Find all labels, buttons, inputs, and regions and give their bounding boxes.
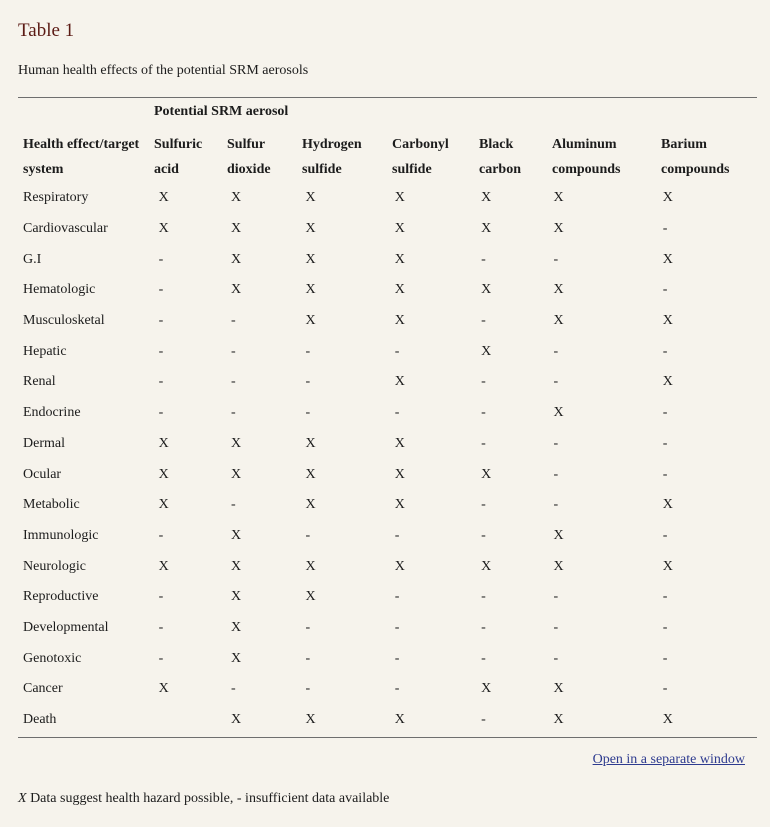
- row-label: Neurologic: [23, 558, 86, 574]
- table-row: [18, 521, 758, 552]
- table-cell: -: [394, 681, 400, 697]
- table-cell: X: [553, 681, 564, 697]
- table-cell: -: [231, 497, 236, 513]
- table-cell: X: [305, 251, 316, 267]
- table-cell: X: [231, 558, 242, 574]
- table-cell: X: [553, 712, 564, 728]
- table-row: [18, 582, 758, 613]
- table-row: [18, 705, 758, 736]
- table-cell: -: [305, 681, 311, 697]
- row-label: Respiratory: [23, 190, 89, 206]
- table-cell: X: [158, 221, 169, 237]
- table-cell: X: [553, 313, 564, 329]
- table-row: [18, 643, 758, 674]
- row-label: Death: [23, 712, 57, 728]
- table-cell: X: [481, 558, 492, 574]
- table-cell: -: [662, 619, 668, 635]
- table-cell: -: [662, 466, 668, 482]
- table-cell: -: [481, 589, 486, 605]
- row-label: Reproductive: [23, 589, 99, 605]
- table-cell: X: [481, 681, 492, 697]
- row-label: Hepatic: [23, 343, 67, 359]
- table-cell: -: [553, 466, 559, 482]
- table-cell: X: [158, 558, 169, 574]
- table-row: [18, 459, 758, 490]
- row-label: Hematologic: [23, 282, 96, 298]
- table-cell: -: [662, 650, 668, 666]
- table-cell: X: [231, 589, 242, 605]
- table-cell: X: [305, 190, 316, 206]
- table-cell: -: [158, 619, 164, 635]
- row-label: Immunologic: [23, 527, 99, 543]
- row-label: Musculosketal: [23, 313, 105, 329]
- table-cell: -: [394, 650, 400, 666]
- table-cell: X: [481, 221, 492, 237]
- table-cell: -: [662, 435, 668, 451]
- row-label: Ocular: [23, 466, 62, 482]
- table-cell: -: [158, 374, 164, 390]
- table-row: [18, 551, 758, 582]
- table-row: [18, 214, 758, 245]
- table-cell: X: [158, 190, 169, 206]
- table-cell: -: [481, 251, 486, 267]
- table-cell: X: [305, 589, 316, 605]
- table-cell: -: [158, 313, 164, 329]
- table-cell: X: [553, 558, 564, 574]
- table-cell: -: [662, 405, 668, 421]
- table-cell: X: [231, 435, 242, 451]
- table-cell: -: [158, 650, 164, 666]
- table-cell: -: [481, 374, 486, 390]
- table-cell: X: [305, 282, 316, 298]
- table-cell: -: [158, 405, 164, 421]
- table-cell: -: [394, 343, 400, 359]
- table-cell: X: [481, 282, 492, 298]
- table-row: [18, 306, 758, 337]
- footnote-marker: X: [18, 791, 27, 806]
- table-cell: X: [662, 712, 673, 728]
- table-row: [18, 490, 758, 521]
- table-cell: X: [662, 313, 673, 329]
- table-cell: X: [231, 251, 242, 267]
- table-cell: -: [481, 313, 486, 329]
- row-label: Metabolic: [23, 497, 80, 513]
- table-cell: -: [158, 343, 164, 359]
- table-cell: X: [305, 221, 316, 237]
- table-cell: X: [553, 282, 564, 298]
- column-header-sulfur-dioxide: Sulfur dioxide: [227, 137, 271, 177]
- table-cell: X: [553, 221, 564, 237]
- table-row: [18, 336, 758, 367]
- table-cell: -: [662, 221, 668, 237]
- row-label: Genotoxic: [23, 650, 82, 666]
- table-row: [18, 398, 758, 429]
- table-cell: X: [394, 374, 405, 390]
- open-separate-window-link[interactable]: Open in a separate window: [592, 752, 745, 767]
- row-label: Renal: [23, 374, 56, 390]
- bottom-rule: [18, 737, 757, 738]
- footnote-text: Data suggest health hazard possible, - insufficient data available: [26, 791, 390, 806]
- table-cell: -: [553, 589, 559, 605]
- table-cell: X: [662, 497, 673, 513]
- table-cell: X: [305, 497, 316, 513]
- table-cell: -: [305, 374, 311, 390]
- row-label: Developmental: [23, 619, 109, 635]
- table-cell: X: [394, 313, 405, 329]
- table-cell: -: [553, 650, 559, 666]
- table-cell: X: [231, 282, 242, 298]
- table-cell: -: [662, 589, 668, 605]
- table-cell: -: [553, 343, 559, 359]
- table-cell: X: [231, 190, 242, 206]
- table-cell: [159, 705, 231, 736]
- table-cell: -: [305, 527, 311, 543]
- table-row: [18, 613, 758, 644]
- table-cell: X: [231, 466, 242, 482]
- column-header-carbonyl-sulfide: Carbonyl sulfide: [392, 137, 449, 177]
- table-cell: X: [394, 282, 405, 298]
- column-header-hydrogen-sulfide: Hydrogen sulfide: [302, 137, 362, 177]
- table-cell: X: [305, 466, 316, 482]
- table-cell: -: [394, 619, 400, 635]
- table-cell: -: [158, 527, 164, 543]
- table-cell: -: [553, 374, 559, 390]
- row-label: Dermal: [23, 435, 65, 451]
- column-header-sulfuric-acid: Sulfuric acid: [154, 137, 203, 177]
- table-cell: X: [305, 558, 316, 574]
- table-row: [18, 674, 758, 705]
- column-header-barium-compounds: Barium compounds: [661, 137, 730, 177]
- table-cell: -: [553, 251, 559, 267]
- table-row: [18, 367, 758, 398]
- table-cell: -: [394, 527, 400, 543]
- table-cell: X: [231, 650, 242, 666]
- table-cell: X: [394, 435, 405, 451]
- table-cell: -: [231, 405, 236, 421]
- table-cell: X: [662, 251, 673, 267]
- table-cell: X: [231, 712, 242, 728]
- table-cell: X: [158, 497, 169, 513]
- table-cell: -: [305, 405, 311, 421]
- table-cell: X: [553, 527, 564, 543]
- column-header-aluminum-compounds: Aluminum compounds: [552, 137, 621, 177]
- table-cell: -: [231, 374, 236, 390]
- row-label: G.I: [23, 251, 42, 267]
- table-cell: -: [231, 681, 236, 697]
- table-cell: X: [231, 221, 242, 237]
- table-cell: -: [481, 527, 486, 543]
- table-cell: X: [481, 343, 492, 359]
- table-cell: X: [394, 190, 405, 206]
- table-cell: X: [305, 712, 316, 728]
- table-cell: X: [394, 712, 405, 728]
- table-cell: X: [394, 251, 405, 267]
- column-header-black-carbon: Black carbon: [479, 137, 521, 177]
- table-cell: X: [394, 466, 405, 482]
- table-cell: -: [553, 497, 559, 513]
- table-cell: -: [305, 619, 311, 635]
- table-cell: X: [553, 190, 564, 206]
- table-cell: X: [305, 435, 316, 451]
- table-cell: X: [481, 190, 492, 206]
- health-effects-table: [18, 183, 758, 735]
- table-cell: -: [394, 589, 400, 605]
- table-cell: -: [481, 650, 486, 666]
- table-row: [18, 429, 758, 460]
- table-cell: X: [662, 558, 673, 574]
- row-label: Cardiovascular: [23, 221, 108, 237]
- table-cell: -: [158, 251, 164, 267]
- table-cell: X: [394, 221, 405, 237]
- table-cell: X: [662, 374, 673, 390]
- table-cell: X: [305, 313, 316, 329]
- table-cell: X: [158, 681, 169, 697]
- table-cell: -: [158, 282, 164, 298]
- table-cell: -: [481, 405, 486, 421]
- table-cell: -: [158, 589, 164, 605]
- row-label: Cancer: [23, 681, 63, 697]
- top-rule: [18, 97, 757, 98]
- table-cell: -: [481, 712, 486, 728]
- table-cell: -: [305, 343, 311, 359]
- table-cell: -: [394, 405, 400, 421]
- table-cell: -: [481, 497, 486, 513]
- table-cell: -: [662, 527, 668, 543]
- table-cell: -: [305, 650, 311, 666]
- table-cell: -: [481, 435, 486, 451]
- table-cell: X: [158, 466, 169, 482]
- table-cell: X: [394, 497, 405, 513]
- table-cell: X: [231, 619, 242, 635]
- table-cell: X: [231, 527, 242, 543]
- table-cell: -: [481, 619, 486, 635]
- table-cell: X: [394, 558, 405, 574]
- table-row: [18, 183, 758, 214]
- table-row: [18, 275, 758, 306]
- table-cell: -: [553, 619, 559, 635]
- table-cell: -: [662, 343, 668, 359]
- table-caption: Human health effects of the potential SRM aerosols: [18, 63, 309, 78]
- table-cell: X: [553, 405, 564, 421]
- table-cell: X: [158, 435, 169, 451]
- table-cell: -: [662, 681, 668, 697]
- table-cell: -: [662, 282, 668, 298]
- group-header: Potential SRM aerosol: [154, 104, 289, 119]
- column-header-health-effect: Health effect/target system: [23, 137, 140, 177]
- table-cell: -: [231, 343, 236, 359]
- row-label: Endocrine: [23, 405, 81, 421]
- table-cell: X: [481, 466, 492, 482]
- table-cell: -: [231, 313, 236, 329]
- table-row: [18, 244, 758, 275]
- table-cell: -: [553, 435, 559, 451]
- table-cell: X: [662, 190, 673, 206]
- table-title: Table 1: [18, 20, 75, 41]
- table-footnote: [18, 791, 389, 807]
